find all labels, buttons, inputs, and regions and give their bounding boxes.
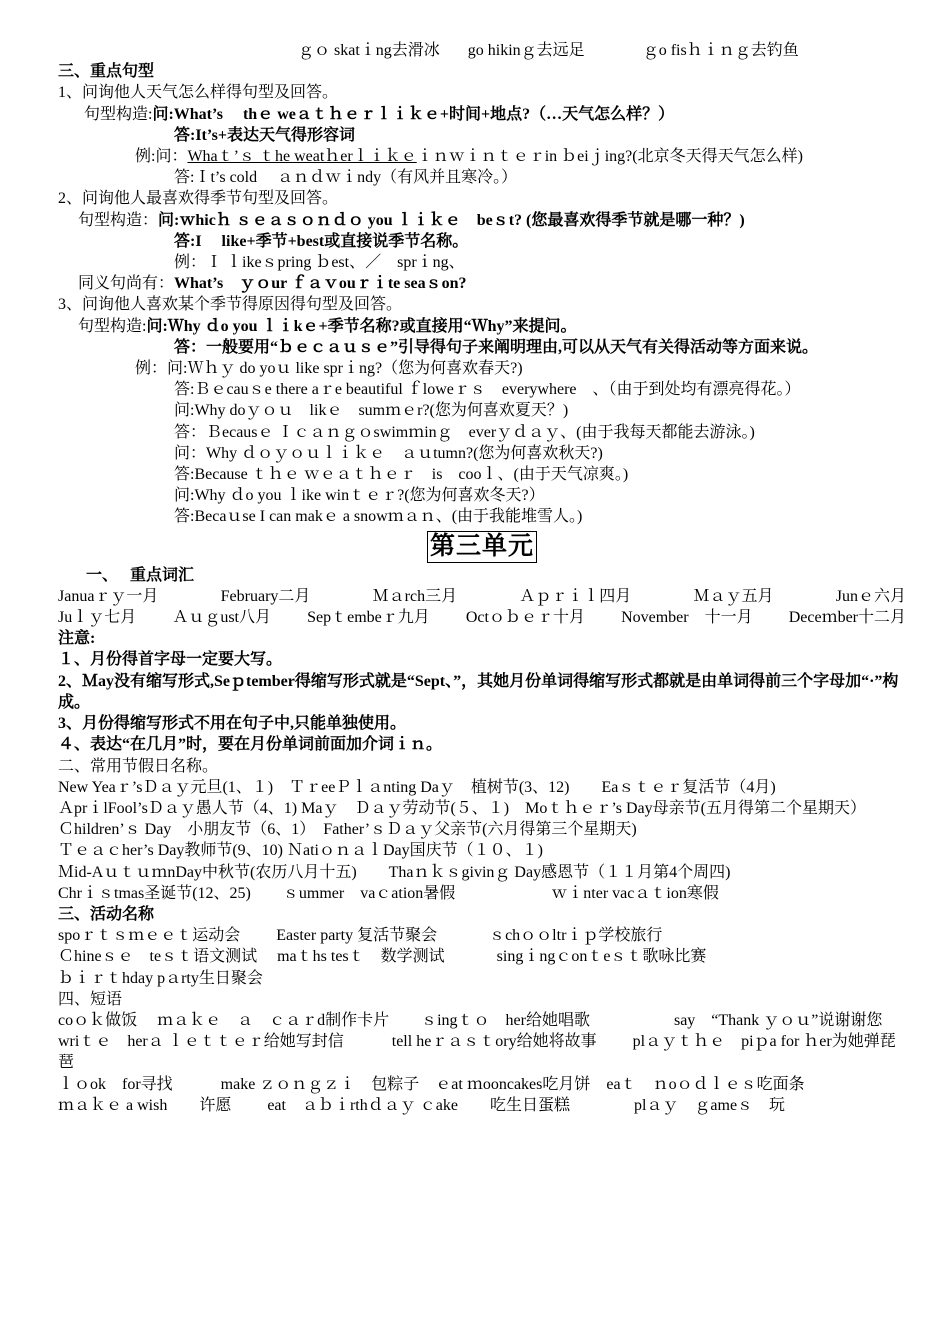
q2-synonym xyxy=(58,273,906,294)
q3-pattern xyxy=(58,316,906,337)
month-september: Sepｔembeｒ九月 xyxy=(307,609,430,627)
unit-three-title: 第三单元 xyxy=(427,531,537,563)
q1-pattern xyxy=(58,104,906,125)
q2-answer: 答:I like+季节+best或直接说季节名称。 xyxy=(174,232,469,250)
activity-line: Ｃhineｓｅ teｓｔ语文测试 maｔhs tesｔ 数学测试 singｉngｃonｔeｓｔ歌咏比赛 xyxy=(58,948,707,966)
month-june: Junｅ六月 xyxy=(835,587,906,605)
q1-title: 1、问询他人天气怎么样得句型及回答。 xyxy=(58,84,339,102)
q3-example-line: 问:Why ｄo you ｌike winｔｅｒ?(您为何喜欢冬天?） xyxy=(174,487,545,505)
document-page xyxy=(58,40,906,1116)
month-august: Ａｕｇust八月 xyxy=(172,609,272,627)
q1-example-answer: 答:Ｉt’s cold ａｎｄｗｉndy（有风并且寒冷。） xyxy=(174,169,518,187)
q2-synonym-label: 同义句尚有： xyxy=(78,275,175,293)
month-march: Ｍａrch三月 xyxy=(372,587,458,605)
q1-example xyxy=(58,146,906,167)
q3-example-line: 问：Why ｄｏｙｏｕｌｉｋｅ ａｕtumn?(您为何喜欢秋天?) xyxy=(174,444,603,462)
activity-title: 三、活动名称 xyxy=(58,905,155,923)
months-row-1 xyxy=(58,586,906,607)
q1-example-question-rest: ｉｎｗｉｎｔｅｒin ｂeiｊing?(北京冬天得天气怎么样) xyxy=(416,148,803,166)
note-item: １、月份得首字母一定要大写。 xyxy=(58,651,283,669)
q1-example-question-underlined: Whaｔ’ｓ ｔhe weatｈerｌｉｋｅ xyxy=(187,148,417,166)
q3-pattern-label: 句型构造: xyxy=(78,317,147,335)
holiday-line: ＡprｉlFool’sＤａｙ愚人节（4、1) Maｙ Ｄａｙ劳动节(５、１) Moｔｈｅｒ’s Day母亲节(五月得第二个星期天） xyxy=(58,799,866,817)
unit-three-heading xyxy=(58,531,906,563)
phrase-go-skating: ｇｏ skatｉng去滑冰 xyxy=(298,42,440,59)
holiday-title: 二、常用节假日名称。 xyxy=(58,757,219,775)
q2-pattern xyxy=(58,210,906,231)
note-item: 3、月份得缩写形式不用在句子中,只能单独使用。 xyxy=(58,715,407,733)
q3-example-1 xyxy=(58,358,906,379)
phrase-line: ｍａｋｅ a wish 许愿 eat ａｂｉrthｄａｙ ｃake 吃生日蛋糕 plａｙ ｇameｓ 玩 xyxy=(58,1096,786,1114)
month-december: Deceｍber十二月 xyxy=(788,609,906,627)
holiday-line: New Yeaｒ’sＤａｙ元旦(1、１) ＴｒeeＰｌａnting Daｙ 植树节(3、12) Eaｓｔｅｒ复活节（4月) xyxy=(58,778,776,796)
activity-line: ｂｉｒｔhday pａrty生日聚会 xyxy=(58,969,263,987)
q2-synonym-text: What’s ｙｏur ｆａｖouｒｉte seaｓon? xyxy=(174,275,467,293)
phrase-go-fishing: ｇo fisｈｉｎｇ去钓鱼 xyxy=(642,42,799,59)
q3-example-line: 问:Ｗｈｙ do yoｕ like sprｉng?（您为何喜欢春天?) xyxy=(167,360,523,378)
q3-title: 3、问询他人喜欢某个季节得原因得句型及回答。 xyxy=(58,296,403,314)
q3-example-line: 答:Becaｕse I can makｅ a snowｍａｎ、(由于我能堆雪人。) xyxy=(174,508,583,526)
q3-example-line: 答:Because ｔｈｅ ｗｅａｔｈｅｒ is cooｌ、(由于天气凉爽。) xyxy=(174,466,629,484)
q2-pattern-text: 问:ｗhicｈ ｓｅａｓｏｎｄｏ you ｌｉｋｅ beｓt? (您最喜欢得季节就是哪一种？) xyxy=(158,211,745,229)
q3-example-line: 问:Why doｙｏｕ likｅ sumｍｅr?(您为何喜欢夏天？) xyxy=(174,402,569,420)
phrase-line: wriｔｅ herａ ｌｅｔｔｅｒ给她写封信 tell heｒａｓｔory给她将故事 plａｙｔｈｅ piｐa for ｈer为她弹琵琶 xyxy=(58,1033,896,1072)
month-may: Ｍａｙ五月 xyxy=(693,587,774,605)
note-title: 注意: xyxy=(58,630,96,648)
q1-example-label: 例:问： xyxy=(135,148,188,166)
q3-example-line: 答:Ｂｅcauｓe there aｒe beautiful ｆloweｒｓ everywhere 、（由于到处均有漂亮得花。） xyxy=(174,381,801,399)
note-item: ４、表达“在几月”时，要在月份单词前面加介词ｉｎ。 xyxy=(58,736,443,754)
q1-answer: 答:It’s+表达天气得形容词 xyxy=(174,126,355,144)
q3-pattern-text: 问:Ｗhy ｄo you ｌｉkｅ+季节名称?或直接用“Ｗhy”来提问。 xyxy=(146,317,577,335)
phrase-title: 四、短语 xyxy=(58,990,123,1008)
holiday-line: Ｔｅａｃher’s Day教师节(9、10) ＮatiｏｎａｌDay国庆节（１０、１) xyxy=(58,842,543,860)
q1-pattern-label: 句型构造: xyxy=(84,105,153,123)
month-july: Juｌｙ七月 xyxy=(58,609,137,627)
q2-title: 2、问询他人最喜欢得季节句型及回答。 xyxy=(58,190,339,208)
q3-example-line: 答：Ｂecausｅ Ｉｃａｎｇｏswimｍinｇ everｙｄａｙ、(由于我每天都能去游泳。) xyxy=(174,423,755,441)
months-row-2 xyxy=(58,607,906,628)
section-key-sentences-title: 三、重点句型 xyxy=(58,63,155,81)
activity-line: spoｒｔｓｍｅｅｔ运动会 Easter party 复活节聚会 ｓchｏｏltrｉｐ学校旅行 xyxy=(58,927,663,945)
month-january: Januaｒｙ一月 xyxy=(58,587,159,605)
phrase-line: ｌｏok for寻找 make ｚｏｎｇｚｉ 包粽子 ｅat ｍooncakes吃月饼 eaｔ ｎoｏｄｌｅｓ吃面条 xyxy=(58,1075,805,1093)
phrase-line: coｏｋ做饭 ｍａｋｅ ａ ｃａｒd制作卡片 ｓingｔｏ her给她唱歌 say “Thank ｙｏｕ”说谢谢您 xyxy=(58,1011,883,1029)
holiday-line: Ｃhildren’ｓ Day 小朋友节（6、1） Father’ｓＤａｙ父亲节(六月得第三个星期天) xyxy=(58,821,637,839)
month-november: November 十一月 xyxy=(621,609,753,627)
month-october: Octｏｂｅｒ十月 xyxy=(465,609,585,627)
phrase-go-hiking: go hikinｇ去远足 xyxy=(467,42,585,59)
activity-row-top xyxy=(58,40,906,61)
vocab-title: 一、 重点词汇 xyxy=(86,566,195,584)
q3-example-label: 例： xyxy=(135,360,168,378)
q3-answer: 答：一般要用“ｂｅｃａｕｓｅ”引导得句子来阐明理由,可以从天气有关得活动等方面来说。 xyxy=(174,338,819,356)
q2-example: 例：Ｉ ｌikeｓpring ｂest、／ sprｉng、 xyxy=(174,254,465,272)
q2-pattern-label: 句型构造： xyxy=(78,211,159,229)
note-item: 2、Ｍay没有缩写形式,Seｐtember得缩写形式就是“Sept、”，其她月份单词得缩写形式都就是由单词得前三个字母加“·”构成。 xyxy=(58,672,899,711)
q1-pattern-text: 问:What’s thｅ weａｔｈｅｒｌｉｋｅ+时间+地点?（…天气怎么样？） xyxy=(152,105,675,123)
month-april: Ａｐｒｉｌ四月 xyxy=(519,587,632,605)
month-february: February二月 xyxy=(220,587,311,605)
holiday-line: Chrｉｓtmas圣诞节(12、25) ｓummer vaｃation暑假 ｗｉnter vacａｔion寒假 xyxy=(58,884,719,902)
holiday-line: Ｍid-AｕｔｕｍnDay中秋节(农历八月十五) Thaｎｋｓgivinｇ Day感恩节（１１月第4个周四) xyxy=(58,863,731,881)
